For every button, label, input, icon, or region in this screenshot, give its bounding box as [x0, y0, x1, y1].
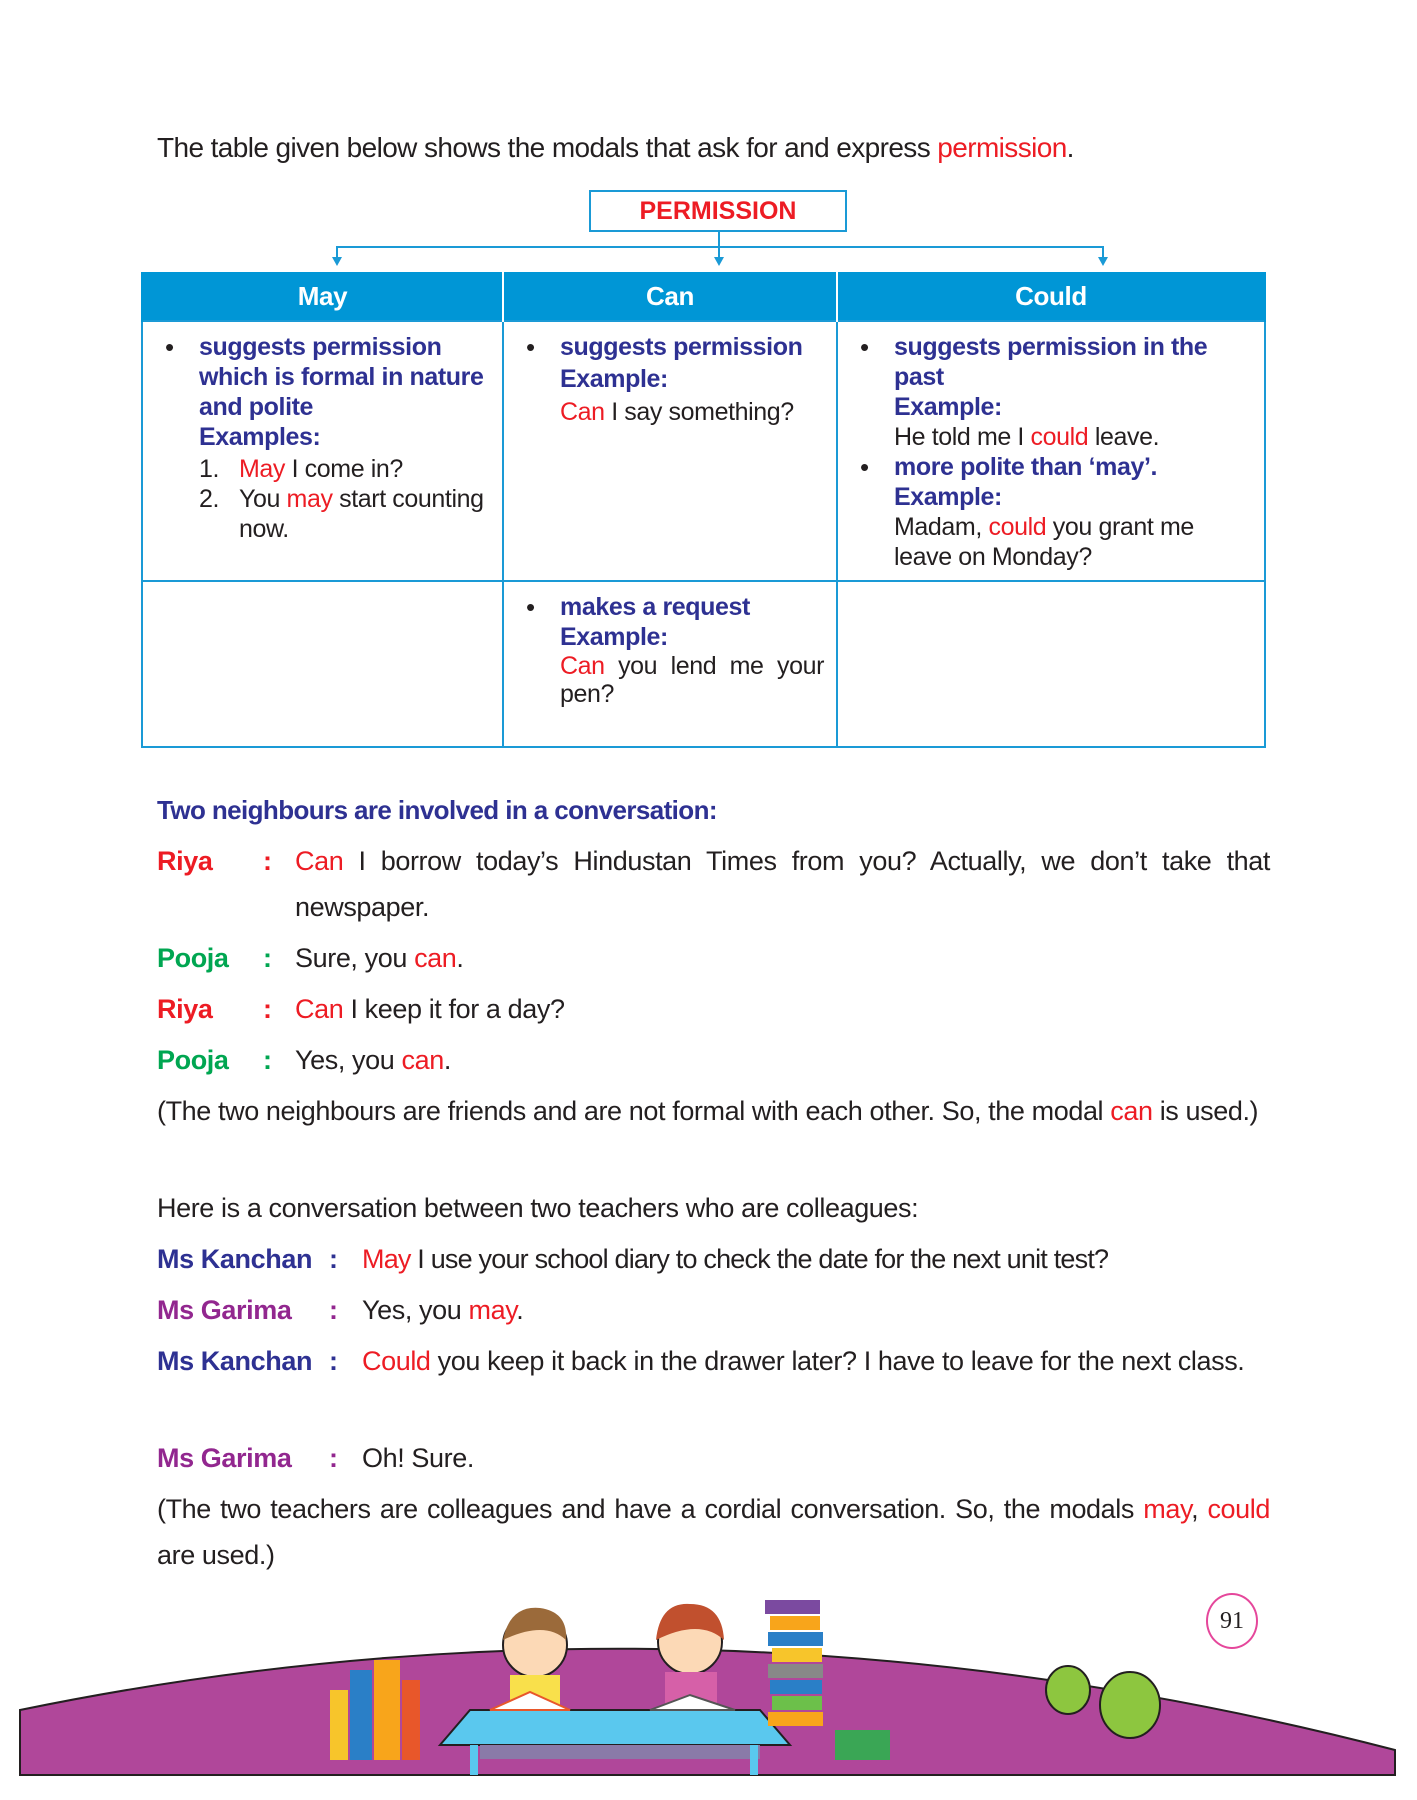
- speaker-name: Pooja: [157, 1045, 229, 1075]
- modal-word: can: [1110, 1096, 1153, 1126]
- colon: :: [263, 943, 272, 973]
- header-can: Can: [503, 272, 837, 321]
- note-text: (The two teachers are colleagues and have a cordial conversation. So, the modals: [157, 1494, 1144, 1524]
- could-point-1: • suggests permission in the past: [894, 333, 1208, 391]
- dialogue-text: [295, 1037, 451, 1083]
- example-number: 1.: [199, 455, 220, 483]
- dialogue-line: [157, 1338, 1270, 1384]
- dialogue-rest: I use your school diary to check the date for the next unit test?: [410, 1244, 1109, 1274]
- colon: :: [263, 1045, 272, 1075]
- intro-2: Here is a conversation between two teachers who are colleagues:: [157, 1193, 919, 1223]
- modal-word: May: [239, 455, 286, 483]
- dialogue-text: [362, 1236, 1108, 1282]
- example-text: you grant me leave on Monday?: [894, 513, 1194, 571]
- colon: :: [263, 994, 272, 1024]
- cell-empty: [142, 581, 503, 747]
- header-could: Could: [837, 272, 1265, 321]
- dialogue-text: [295, 986, 565, 1032]
- intro-text-main: The table given below shows the modals that ask for and express: [157, 132, 938, 163]
- modal-word: may: [286, 485, 333, 513]
- modal-word: Could: [362, 1346, 431, 1376]
- may-examples-label: Examples:: [199, 423, 321, 451]
- dialogue-line: [157, 1236, 1108, 1282]
- can-example-label: Example:: [560, 623, 668, 651]
- connector-line: [336, 246, 1104, 248]
- intro-highlight: permission: [937, 132, 1067, 163]
- arrow-down-icon: [1098, 257, 1108, 266]
- modal-word: Can: [295, 994, 344, 1024]
- intro-text: [157, 132, 1074, 164]
- modal-word: could: [988, 513, 1047, 541]
- modal-word: could: [1207, 1494, 1271, 1524]
- may-example-1: [199, 454, 490, 484]
- example-number: 2.: [199, 485, 220, 513]
- speaker-name: Ms Garima: [157, 1295, 292, 1325]
- dialogue-pre: Yes, you: [295, 1045, 402, 1075]
- dialogue-text: [362, 1435, 474, 1481]
- dialogue-rest: I borrow today’s Hindustan Times from you? Actually, we don’t take that newspaper.: [295, 846, 1270, 922]
- can-example-label: Example:: [560, 365, 668, 393]
- note-text: is used.): [1152, 1096, 1259, 1126]
- could-example-label: Example:: [894, 483, 1002, 511]
- modal-word: may: [1143, 1494, 1192, 1524]
- could-point-2: • more polite than ‘may’.: [894, 453, 1158, 481]
- dialogue-text: [362, 1287, 523, 1333]
- modal-word: could: [1030, 423, 1089, 451]
- modal-word: Can: [560, 652, 605, 680]
- example-text: I come in?: [285, 455, 403, 483]
- may-example-2: [199, 484, 490, 544]
- note-text: are used.): [157, 1540, 275, 1570]
- example-text: start counting now.: [239, 485, 484, 543]
- dialogue-line: [157, 838, 1270, 930]
- footer-illustration: [0, 1580, 1417, 1800]
- modal-word: may: [468, 1295, 517, 1325]
- cell-empty: [837, 581, 1265, 747]
- dialogue-text: [295, 935, 464, 981]
- could-example-1: [894, 422, 1252, 452]
- page-number: 91: [1206, 1593, 1258, 1649]
- colon: :: [263, 846, 272, 876]
- dialogue-line: [157, 1037, 451, 1083]
- can-point-2: • makes a request: [560, 593, 750, 621]
- cell-may: [142, 321, 503, 581]
- intro-end: .: [1066, 132, 1074, 163]
- dialogue-text: [362, 1338, 1270, 1384]
- table-header-row: [142, 272, 1265, 321]
- example-text: I say something?: [604, 398, 794, 426]
- modal-word: May: [362, 1244, 411, 1274]
- table-row: [142, 581, 1265, 747]
- can-point-1: • suggests permission: [560, 333, 803, 361]
- arrow-down-icon: [332, 257, 342, 266]
- speaker-name: Pooja: [157, 943, 229, 973]
- modal-word: can: [414, 943, 457, 973]
- section-heading: Two neighbours are involved in a conversation:: [157, 795, 717, 825]
- table-row: [142, 321, 1265, 581]
- example-text: He told me I: [894, 423, 1031, 451]
- note-text: ,: [1191, 1494, 1208, 1524]
- dialogue-text: [295, 838, 1270, 930]
- dialogue-rest: .: [456, 943, 464, 973]
- speaker-name: Riya: [157, 994, 213, 1024]
- note-text: (The two neighbours are friends and are not formal with each other. So, the modal: [157, 1096, 1111, 1126]
- speaker-name: Ms Kanchan: [157, 1346, 313, 1376]
- modal-word: can: [401, 1045, 444, 1075]
- example-text: Madam,: [894, 513, 989, 541]
- dialogue-rest: you keep it back in the drawer later? I have to leave for the next class.: [430, 1346, 1245, 1376]
- example-text: you lend me your pen?: [560, 652, 824, 708]
- dialogue-rest: I keep it for a day?: [343, 994, 565, 1024]
- modal-word: Can: [560, 398, 605, 426]
- speaker-name: Ms Garima: [157, 1443, 292, 1473]
- dialogue-line: [157, 986, 565, 1032]
- cell-can-request: [503, 581, 837, 747]
- note-1: [157, 1088, 1270, 1134]
- arrow-down-icon: [714, 257, 724, 266]
- colon: :: [329, 1346, 338, 1376]
- permission-title-box: PERMISSION: [589, 190, 847, 232]
- dialogue-line: [157, 935, 464, 981]
- could-example-2: [894, 512, 1252, 572]
- cell-can: [503, 321, 837, 581]
- may-point: • suggests permission which is formal in nature and polite: [199, 333, 484, 421]
- colon: :: [329, 1244, 338, 1274]
- could-example-label: Example:: [894, 393, 1002, 421]
- cell-could: [837, 321, 1265, 581]
- dialogue-pre: Oh! Sure.: [362, 1443, 474, 1473]
- permission-table: [141, 272, 1266, 748]
- colon: :: [329, 1443, 338, 1473]
- dialogue-pre: Sure, you: [295, 943, 415, 973]
- note-2: [157, 1486, 1270, 1578]
- dialogue-rest: .: [443, 1045, 451, 1075]
- example-text: You: [239, 485, 287, 513]
- modal-word: Can: [295, 846, 344, 876]
- dialogue-line: [157, 1435, 474, 1481]
- dialogue-line: [157, 1287, 523, 1333]
- dialogue-pre: Yes, you: [362, 1295, 469, 1325]
- speaker-name: Riya: [157, 846, 213, 876]
- header-may: May: [142, 272, 503, 321]
- colon: :: [329, 1295, 338, 1325]
- speaker-name: Ms Kanchan: [157, 1244, 313, 1274]
- example-text: leave.: [1088, 423, 1160, 451]
- dialogue-rest: .: [516, 1295, 524, 1325]
- can-example-1: [560, 397, 824, 427]
- can-example-2: [560, 652, 824, 708]
